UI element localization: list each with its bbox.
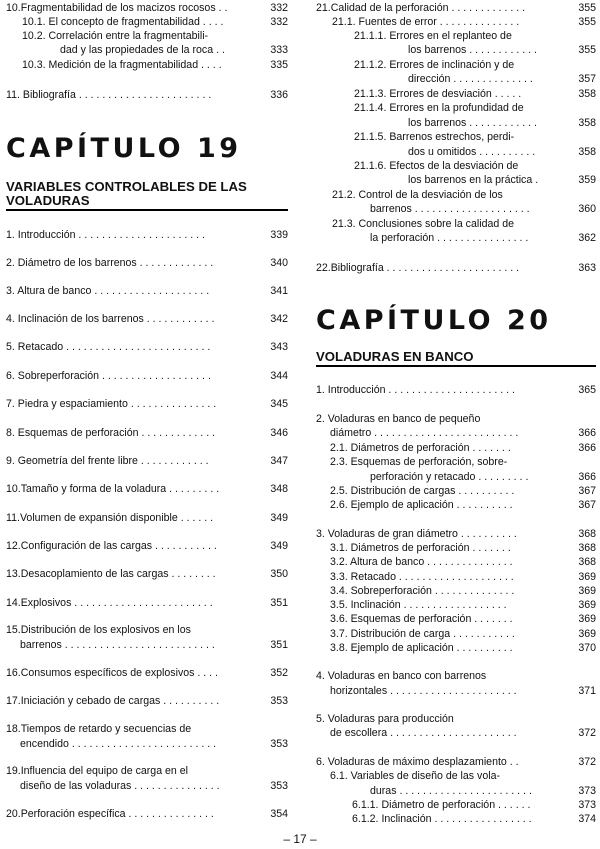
toc-entry-title: horizontales . . . . . . . . . . . . . . . . . . . . . . [330, 685, 517, 697]
toc-entry-page: 336 [270, 89, 288, 101]
toc-entry-title: 21.1. Fuentes de error . . . . . . . . . . . . . . [332, 16, 520, 28]
toc-entry [330, 628, 596, 640]
toc-entry [330, 427, 596, 439]
toc-entry-page: 358 [578, 117, 596, 129]
toc-entry [22, 16, 288, 28]
toc-entry [330, 613, 596, 625]
toc-entry [330, 456, 596, 468]
toc-entry-title: duras . . . . . . . . . . . . . . . . . . . . . . . [370, 785, 532, 797]
toc-entry [6, 695, 288, 707]
toc-entry [20, 780, 288, 792]
toc-entry-page: 351 [270, 597, 288, 609]
toc-entry [330, 727, 596, 739]
toc-entry [408, 146, 596, 158]
toc-entry-title: 21.3. Conclusiones sobre la calidad de [332, 218, 514, 230]
toc-entry [6, 512, 288, 524]
toc-entry [354, 30, 596, 42]
toc-entry [22, 59, 288, 71]
toc-entry-page: 354 [270, 808, 288, 820]
toc-entry [330, 556, 596, 568]
toc-entry-page: 369 [578, 613, 596, 625]
toc-entry-title: 19.Influencia del equipo de carga en el [6, 765, 188, 777]
toc-entry-title: 21.1.6. Efectos de la desviación de [354, 160, 519, 172]
toc-entry-title: 10.2. Correlación entre la fragmentabili- [22, 30, 209, 42]
toc-entry [330, 642, 596, 654]
toc-entry-title: de escollera . . . . . . . . . . . . . . . . . . . . . . [330, 727, 517, 739]
toc-entry-page: 343 [270, 341, 288, 353]
toc-entry [6, 2, 288, 14]
toc-entry-title: 22.Bibliografía . . . . . . . . . . . . . . . . . . . . . . . [316, 262, 520, 274]
toc-entry-title: 3.4. Sobreperforación . . . . . . . . . . . . . . [330, 585, 515, 597]
toc-entry-page: 349 [270, 540, 288, 552]
toc-entry-title: 2.1. Diámetros de perforación . . . . . . . [330, 442, 511, 454]
toc-entry-title: 21.Calidad de la perforación . . . . . . . . . . . . . [316, 2, 526, 14]
toc-entry-title: dirección . . . . . . . . . . . . . . [408, 73, 533, 85]
toc-entry-title: 12.Configuración de las cargas . . . . . . . . . . . [6, 540, 217, 552]
toc-entry-title: la perforación . . . . . . . . . . . . . . . . [370, 232, 529, 244]
toc-entry-page: 371 [578, 685, 596, 697]
toc-entry [22, 30, 288, 42]
toc-entry-title: 13.Desacoplamiento de las cargas . . . . . . . . [6, 568, 216, 580]
toc-entry-title: diseño de las voladuras . . . . . . . . . . . . . . . [20, 780, 220, 792]
toc-entry [6, 483, 288, 495]
toc-entry-page: 346 [270, 427, 288, 439]
toc-entry [370, 203, 596, 215]
toc-entry-page: 332 [270, 16, 288, 28]
toc-entry-title: 18.Tiempos de retardo y secuencias de [6, 723, 192, 735]
toc-entry [316, 713, 596, 725]
chapter-20-section: VOLADURAS EN BANCO [316, 349, 474, 364]
toc-entry [6, 667, 288, 679]
toc-entry [6, 568, 288, 580]
toc-entry [354, 102, 596, 114]
toc-entry-page: 358 [578, 88, 596, 100]
toc-entry-page: 370 [578, 642, 596, 654]
toc-entry [6, 540, 288, 552]
toc-entry [330, 571, 596, 583]
toc-entry-title: 4. Inclinación de los barrenos . . . . . . . . . . . . [6, 313, 215, 325]
toc-entry-title: 16.Consumos específicos de explosivos . . . . [6, 667, 218, 679]
toc-entry-page: 344 [270, 370, 288, 382]
toc-entry-page: 355 [578, 44, 596, 56]
toc-entry-title: 21.1.1. Errores en el replanteo de [354, 30, 512, 42]
chapter-19-title: CAPÍTULO 19 [6, 133, 242, 164]
toc-entry-page: 348 [270, 483, 288, 495]
toc-entry-page: 372 [578, 756, 596, 768]
toc-entry-title: 3.6. Esquemas de perforación . . . . . . . [330, 613, 513, 625]
toc-entry-page: 347 [270, 455, 288, 467]
toc-entry [6, 624, 288, 636]
toc-entry [316, 262, 596, 274]
toc-entry-title: 2.6. Ejemplo de aplicación . . . . . . . . . . [330, 499, 513, 511]
toc-entry-title: 3.5. Inclinación . . . . . . . . . . . . . . . . . . [330, 599, 507, 611]
toc-entry [408, 44, 596, 56]
toc-entry-page: 363 [578, 262, 596, 274]
toc-entry-page: 372 [578, 727, 596, 739]
toc-entry-title: 21.1.4. Errores en la profundidad de [354, 102, 524, 114]
toc-entry-page: 367 [578, 499, 596, 511]
toc-entry-page: 357 [578, 73, 596, 85]
toc-entry-page: 369 [578, 628, 596, 640]
toc-entry-page: 366 [578, 427, 596, 439]
toc-entry [370, 471, 596, 483]
toc-entry [330, 442, 596, 454]
toc-entry [6, 398, 288, 410]
toc-entry-title: los barrenos en la práctica . [408, 174, 539, 186]
toc-entry-title: 21.1.5. Barrenos estrechos, perdi- [354, 131, 515, 143]
toc-entry-title: 9. Geometría del frente libre . . . . . . . . . . . . [6, 455, 209, 467]
toc-entry-title: 5. Voladuras para producción [316, 713, 454, 725]
toc-entry-title: dos u omitidos . . . . . . . . . . [408, 146, 536, 158]
toc-entry [316, 2, 596, 14]
toc-entry-page: 352 [270, 667, 288, 679]
toc-entry [6, 285, 288, 297]
toc-entry-page: 342 [270, 313, 288, 325]
toc-entry [330, 599, 596, 611]
toc-entry [6, 257, 288, 269]
toc-entry-title: 3.2. Altura de banco . . . . . . . . . . . . . . . [330, 556, 513, 568]
toc-entry-title: 1. Introducción . . . . . . . . . . . . . . . . . . . . . . [6, 229, 205, 241]
toc-entry-title: 6. Voladuras de máximo desplazamiento . . [316, 756, 519, 768]
toc-entry-title: 3. Voladuras de gran diámetro . . . . . . . . . . [316, 528, 517, 540]
toc-entry [6, 370, 288, 382]
toc-entry-page: 369 [578, 571, 596, 583]
toc-entry-page: 366 [578, 442, 596, 454]
toc-entry-title: 10.Fragmentabilidad de los macizos rocosos . . [6, 2, 228, 14]
toc-entry [408, 117, 596, 129]
toc-entry-title: 11. Bibliografía . . . . . . . . . . . . . . . . . . . . . . . [6, 89, 212, 101]
toc-entry-title: 3.1. Diámetros de perforación . . . . . . . [330, 542, 511, 554]
toc-entry [6, 89, 288, 101]
toc-entry-page: 339 [270, 229, 288, 241]
toc-entry-title: perforación y retacado . . . . . . . . . [370, 471, 529, 483]
toc-entry-page: 366 [578, 471, 596, 483]
toc-entry-page: 359 [578, 174, 596, 186]
page-number: – 17 – [283, 832, 317, 846]
toc-entry-page: 332 [270, 2, 288, 14]
toc-entry-page: 355 [578, 16, 596, 28]
toc-entry [408, 73, 596, 85]
toc-entry-page: 369 [578, 599, 596, 611]
toc-entry [6, 723, 288, 735]
toc-entry-title: 8. Esquemas de perforación . . . . . . . . . . . . . [6, 427, 216, 439]
toc-entry [354, 160, 596, 172]
toc-entry-title: 3.3. Retacado . . . . . . . . . . . . . . . . . . . . [330, 571, 514, 583]
toc-entry-title: 10.Tamaño y forma de la voladura . . . . . . . . . [6, 483, 220, 495]
toc-entry [6, 427, 288, 439]
toc-entry [332, 218, 596, 230]
toc-entry-title: 6.1.2. Inclinación . . . . . . . . . . . . . . . . . [352, 813, 532, 825]
toc-entry [6, 597, 288, 609]
toc-entry-title: 10.1. El concepto de fragmentabilidad . . . . [22, 16, 224, 28]
toc-entry-page: 365 [578, 384, 596, 396]
toc-entry-title: 4. Voladuras en banco con barrenos [316, 670, 487, 682]
toc-entry-page: 374 [578, 813, 596, 825]
toc-entry-title: 20.Perforación específica . . . . . . . . . . . . . . . [6, 808, 214, 820]
toc-entry-page: 358 [578, 146, 596, 158]
toc-entry-title: dad y las propiedades de la roca . . [60, 44, 225, 56]
toc-entry-title: los barrenos . . . . . . . . . . . . [408, 44, 537, 56]
toc-entry [332, 189, 596, 201]
toc-entry [330, 585, 596, 597]
toc-entry-page: 350 [270, 568, 288, 580]
chapter-19-section-line2: VOLADURAS [6, 193, 90, 208]
toc-entry [330, 499, 596, 511]
toc-entry [6, 808, 288, 820]
toc-entry [330, 542, 596, 554]
toc-entry-title: 2.3. Esquemas de perforación, sobre- [330, 456, 508, 468]
toc-entry [20, 639, 288, 651]
toc-entry-page: 353 [270, 738, 288, 750]
toc-entry [370, 785, 596, 797]
toc-entry [316, 384, 596, 396]
toc-entry [60, 44, 288, 56]
toc-entry [332, 16, 596, 28]
toc-entry-page: 369 [578, 585, 596, 597]
toc-entry-page: 368 [578, 556, 596, 568]
toc-entry [330, 485, 596, 497]
toc-entry-title: 2.5. Distribución de cargas . . . . . . . . . . [330, 485, 515, 497]
toc-entry [316, 756, 596, 768]
toc-entry-page: 345 [270, 398, 288, 410]
toc-entry [6, 313, 288, 325]
toc-entry-page: 360 [578, 203, 596, 215]
toc-entry [20, 738, 288, 750]
toc-entry-page: 335 [270, 59, 288, 71]
toc-entry-title: 15.Distribución de los explosivos en los [6, 624, 191, 636]
toc-entry-title: 3.7. Distribución de carga . . . . . . . . . . . [330, 628, 515, 640]
toc-entry [330, 770, 596, 782]
toc-entry-page: 367 [578, 485, 596, 497]
toc-entry [370, 232, 596, 244]
toc-entry-title: 3.8. Ejemplo de aplicación . . . . . . . . . . [330, 642, 513, 654]
toc-entry-title: 1. Introducción . . . . . . . . . . . . . . . . . . . . . . [316, 384, 515, 396]
toc-entry [352, 813, 596, 825]
toc-entry-page: 362 [578, 232, 596, 244]
toc-entry-page: 349 [270, 512, 288, 524]
toc-entry-page: 355 [578, 2, 596, 14]
toc-entry-title: 21.1.2. Errores de inclinación y de [354, 59, 515, 71]
toc-entry-title: 6.1. Variables de diseño de las vola- [330, 770, 500, 782]
toc-entry-title: 21.1.3. Errores de desviación . . . . . [354, 88, 522, 100]
toc-entry-page: 341 [270, 285, 288, 297]
toc-entry-title: 21.2. Control de la desviación de los [332, 189, 503, 201]
toc-entry [316, 528, 596, 540]
toc-entry-page: 373 [578, 785, 596, 797]
toc-entry [354, 88, 596, 100]
chapter-20-rule [316, 365, 596, 367]
toc-entry-title: 2. Diámetro de los barrenos . . . . . . . . . . . . . [6, 257, 214, 269]
toc-entry [316, 413, 596, 425]
toc-entry [352, 799, 596, 811]
toc-entry-page: 333 [270, 44, 288, 56]
toc-entry-title: encendido . . . . . . . . . . . . . . . . . . . . . . . . . [20, 738, 217, 750]
toc-entry-title: diámetro . . . . . . . . . . . . . . . . . . . . . . . . . [330, 427, 519, 439]
toc-entry [408, 174, 596, 186]
toc-entry [316, 670, 596, 682]
toc-entry-title: 2. Voladuras en banco de pequeño [316, 413, 481, 425]
toc-entry-page: 353 [270, 695, 288, 707]
toc-entry-title: los barrenos . . . . . . . . . . . . [408, 117, 537, 129]
toc-entry [354, 131, 596, 143]
chapter-19-section-line1: VARIABLES CONTROLABLES DE LAS [6, 179, 247, 194]
toc-entry-title: 3. Altura de banco . . . . . . . . . . . . . . . . . . . . [6, 285, 210, 297]
toc-entry [354, 59, 596, 71]
toc-entry-title: 6. Sobreperforación . . . . . . . . . . . . . . . . . . . [6, 370, 211, 382]
toc-entry-title: 7. Piedra y espaciamiento . . . . . . . . . . . . . . . [6, 398, 217, 410]
toc-entry-page: 373 [578, 799, 596, 811]
toc-entry-title: 6.1.1. Diámetro de perforación . . . . . . [352, 799, 531, 811]
toc-entry-title: barrenos . . . . . . . . . . . . . . . . . . . . [370, 203, 530, 215]
toc-entry [6, 455, 288, 467]
toc-entry-page: 368 [578, 542, 596, 554]
toc-entry-page: 368 [578, 528, 596, 540]
toc-entry [6, 341, 288, 353]
toc-entry-title: 10.3. Medición de la fragmentabilidad . . . . [22, 59, 222, 71]
toc-entry [6, 765, 288, 777]
toc-entry-title: 5. Retacado . . . . . . . . . . . . . . . . . . . . . . . . . [6, 341, 211, 353]
toc-entry-page: 353 [270, 780, 288, 792]
toc-entry-title: 17.Iniciación y cebado de cargas . . . . . . . . . . [6, 695, 220, 707]
chapter-19-rule [6, 209, 288, 211]
toc-entry [330, 685, 596, 697]
toc-entry-title: 11.Volumen de expansión disponible . . . . . . [6, 512, 214, 524]
toc-entry [6, 229, 288, 241]
toc-entry-title: 14.Explosivos . . . . . . . . . . . . . . . . . . . . . . . . [6, 597, 213, 609]
toc-entry-page: 340 [270, 257, 288, 269]
toc-entry-title: barrenos . . . . . . . . . . . . . . . . . . . . . . . . . . [20, 639, 215, 651]
toc-entry-page: 351 [270, 639, 288, 651]
chapter-20-title: CAPÍTULO 20 [316, 305, 552, 336]
